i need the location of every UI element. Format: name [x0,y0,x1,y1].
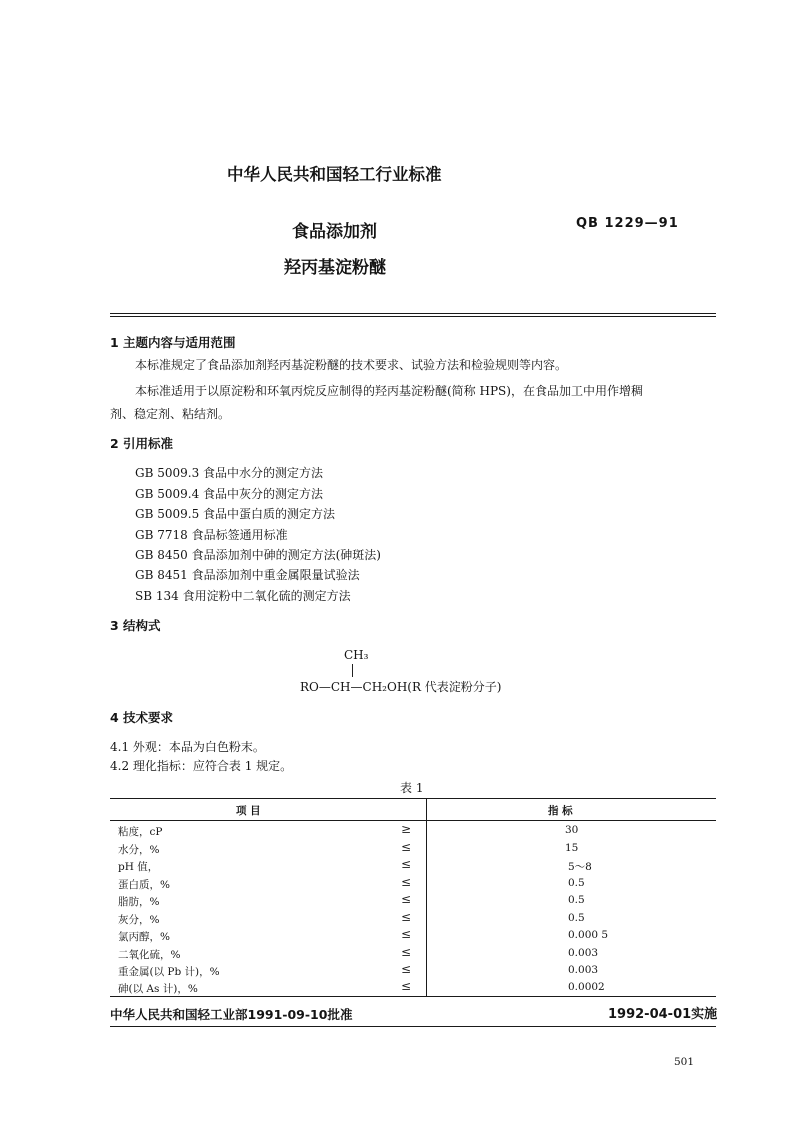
table-row-operator: ≤ [401,857,412,871]
agency-title: 中华人民共和国轻工行业标准 [227,165,442,184]
table-row-name: 砷(以 As 计)，% [118,983,198,995]
table-row-operator: ≤ [401,875,412,889]
table-header-rule [110,820,716,821]
reference-item: GB 8450 食品添加剂中砷的测定方法(砷斑法) [135,548,381,562]
table-row-name: 灰分，% [118,914,160,926]
table-row-value: 15 [565,842,579,854]
section-3-heading: 3 结构式 [110,618,161,633]
table-row-value: 5～8 [568,861,592,873]
table-header-item: 项 目 [236,805,261,817]
table-row-value: 0.003 [568,964,599,976]
approval-statement: 中华人民共和国轻工业部1991-09-10批准 [110,1007,353,1022]
table-row-value: 0.5 [568,912,585,924]
table-row-operator: ≤ [401,979,412,993]
table-row-name: 二氧化硫，% [118,949,181,961]
table-column-divider [426,799,427,996]
implementation-date: 1992-04-01实施 [608,1007,718,1022]
table-row-value: 0.5 [568,877,585,889]
table-row-value: 0.003 [568,947,599,959]
table-row-operator: ≥ [401,822,412,836]
table-row-operator: ≤ [401,910,412,924]
header-divider-top [110,313,716,314]
reference-item: SB 134 食用淀粉中二氧化硫的测定方法 [135,589,351,603]
section-4-heading: 4 技术要求 [110,710,174,725]
section-1-heading: 1 主题内容与适用范围 [110,335,236,350]
document-title-line1: 食品添加剂 [292,222,377,242]
table-row-name: 重金属(以 Pb 计)，% [118,966,220,978]
table-row-value: 0.5 [568,894,585,906]
formula-vertical-bond [352,664,353,677]
document-title-line2: 羟丙基淀粉醚 [284,258,386,278]
structural-formula [300,648,540,694]
requirement-4-2: 4.2 理化指标：应符合表 1 规定。 [110,759,293,773]
page-number: 501 [674,1056,695,1068]
reference-item: GB 5009.4 食品中灰分的测定方法 [135,487,324,501]
footer-divider [110,1026,716,1027]
section-2-heading: 2 引用标准 [110,436,174,451]
formula-methyl-group: CH₃ [344,648,369,662]
table-row-value: 0.0002 [568,981,605,993]
table-row-operator: ≤ [401,945,412,959]
table-row-operator: ≤ [401,962,412,976]
reference-item: GB 8451 食品添加剂中重金属限量试验法 [135,568,360,582]
requirement-4-1: 4.1 外观：本品为白色粉末。 [110,740,265,754]
table-row-name: 蛋白质，% [118,879,170,891]
formula-main-chain: RO—CH—CH₂OH(R 代表淀粉分子) [300,680,502,694]
table-top-rule [110,798,716,799]
table-row-operator: ≤ [401,892,412,906]
table-row-name: pH 值， [118,861,159,873]
table-row-name: 粘度，cP [118,826,163,838]
header-divider-bottom [110,316,716,317]
table-row-value: 30 [565,824,579,836]
reference-item: GB 7718 食品标签通用标准 [135,528,288,542]
table-1-label: 表 1 [400,781,424,795]
table-row-name: 水分，% [118,844,160,856]
section-1-paragraph-2-line-2: 剂、稳定剂、粘结剂。 [110,407,231,421]
table-row-name: 氯丙醇，% [118,931,170,943]
section-1-paragraph-1: 本标准规定了食品添加剂羟丙基淀粉醚的技术要求、试验方法和检验规则等内容。 [135,358,568,372]
table-row-name: 脂肪，% [118,896,160,908]
table-header-value: 指 标 [548,805,573,817]
section-1-paragraph-2-line-1: 本标准适用于以原淀粉和环氧丙烷反应制得的羟丙基淀粉醚(简称 HPS)，在食品加工中用作增稠 [135,384,643,398]
standard-code: QB 1229—91 [576,216,679,231]
table-row-operator: ≤ [401,927,412,941]
table-bottom-rule [110,996,716,997]
reference-item: GB 5009.3 食品中水分的测定方法 [135,466,324,480]
reference-item: GB 5009.5 食品中蛋白质的测定方法 [135,507,336,521]
table-row-operator: ≤ [401,840,412,854]
table-row-value: 0.000 5 [568,929,609,941]
